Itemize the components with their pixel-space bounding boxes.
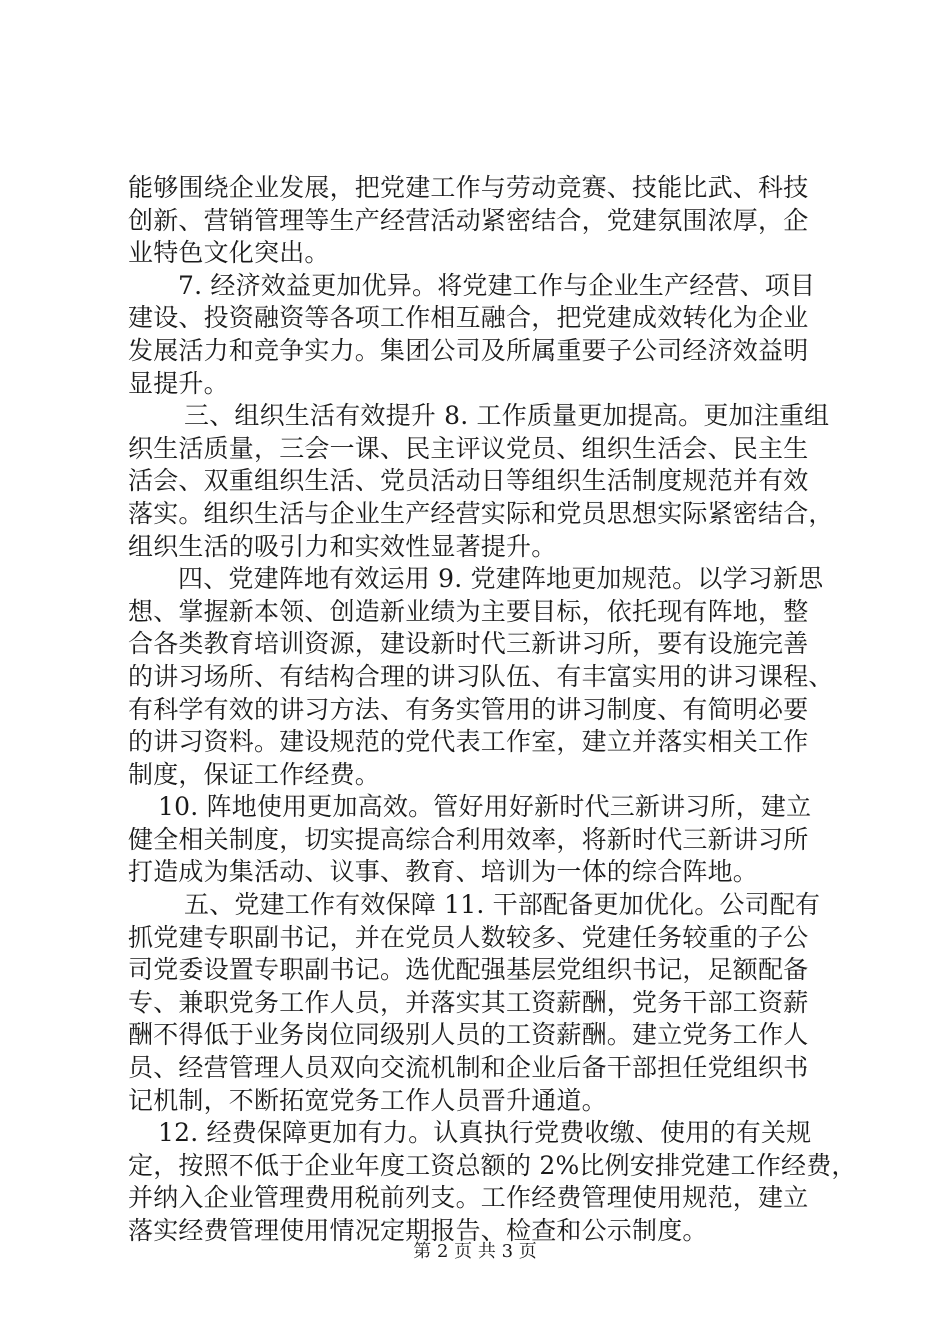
paragraph-start-line: 10. 阵地使用更加高效。管好用好新时代三新讲习所，建立 xyxy=(158,792,812,822)
text-line: 抓党建专职副书记，并在党员人数较多、党建任务较重的子公 xyxy=(128,922,809,952)
text-line: 的讲习场所、有结构合理的讲习队伍、有丰富实用的讲习课程、 xyxy=(128,661,834,691)
text-line: 员、经营管理人员双向交流机制和企业后备干部担任党组织书 xyxy=(128,1053,809,1083)
text-line: 能够围绕企业发展，把党建工作与劳动竞赛、技能比武、科技 xyxy=(128,173,809,202)
paragraph-start-line: 12. 经费保障更加有力。认真执行党费收缴、使用的有关规 xyxy=(158,1118,812,1148)
section-heading-line: 五、党建工作有效保障 11. 干部配备更加优化。公司配有 xyxy=(184,890,821,920)
section-heading-line: 四、党建阵地有效运用 9. 党建阵地更加规范。以学习新思 xyxy=(178,564,824,594)
section-heading-line: 三、组织生活有效提升 8. 工作质量更加提高。更加注重组 xyxy=(184,401,830,431)
page-number: 第 2 页 共 3 页 xyxy=(413,1241,537,1262)
text-line: 建设、投资融资等各项工作相互融合，把党建成效转化为企业 xyxy=(128,303,809,333)
text-line: 发展活力和竞争实力。集团公司及所属重要子公司经济效益明 xyxy=(128,335,809,365)
paragraph-start-line: 7. 经济效益更加优异。将党建工作与企业生产经营、项目 xyxy=(178,270,816,300)
text-line: 记机制，不断拓宽党务工作人员晋升通道。 xyxy=(128,1085,607,1115)
text-line: 业特色文化突出。 xyxy=(128,238,330,268)
text-line: 织生活质量，三会一课、民主评议党员、组织生活会、民主生 xyxy=(128,433,809,463)
text-line: 想、掌握新本领、创造新业绩为主要目标，依托现有阵地，整 xyxy=(128,596,809,626)
text-line: 打造成为集活动、议事、教育、培训为一体的综合阵地。 xyxy=(128,857,759,887)
body-text xyxy=(128,172,857,1248)
text-line: 有科学有效的讲习方法、有务实管用的讲习制度、有简明必要 xyxy=(128,694,809,724)
text-line: 合各类教育培训资源，建设新时代三新讲习所，要有设施完善 xyxy=(128,629,809,659)
text-line: 定，按照不低于企业年度工资总额的 2%比例安排党建工作经费， xyxy=(128,1150,857,1180)
text-line: 组织生活的吸引力和实效性显著提升。 xyxy=(128,531,557,561)
text-line: 专、兼职党务工作人员，并落实其工资薪酬，党务干部工资薪 xyxy=(128,987,809,1017)
text-line: 健全相关制度，切实提高综合利用效率，将新时代三新讲习所 xyxy=(128,824,809,854)
text-line: 落实。组织生活与企业生产经营实际和党员思想实际紧密结合， xyxy=(128,498,834,528)
text-line: 落实经费管理使用情况定期报告、检查和公示制度。 xyxy=(128,1216,708,1245)
text-line: 显提升。 xyxy=(128,368,229,398)
text-line: 制度，保证工作经费。 xyxy=(128,759,381,789)
text-line: 活会、双重组织生活、党员活动日等组织生活制度规范并有效 xyxy=(128,466,809,496)
text-line: 的讲习资料。建设规范的党代表工作室，建立并落实相关工作 xyxy=(128,727,809,757)
text-line: 创新、营销管理等生产经营活动紧密结合，党建氛围浓厚，企 xyxy=(128,205,809,235)
text-line: 酬不得低于业务岗位同级别人员的工资薪酬。建立党务工作人 xyxy=(128,1020,809,1050)
text-line: 司党委设置专职副书记。选优配强基层党组织书记，足额配备 xyxy=(128,955,809,985)
text-line: 并纳入企业管理费用税前列支。工作经费管理使用规范，建立 xyxy=(128,1183,809,1213)
